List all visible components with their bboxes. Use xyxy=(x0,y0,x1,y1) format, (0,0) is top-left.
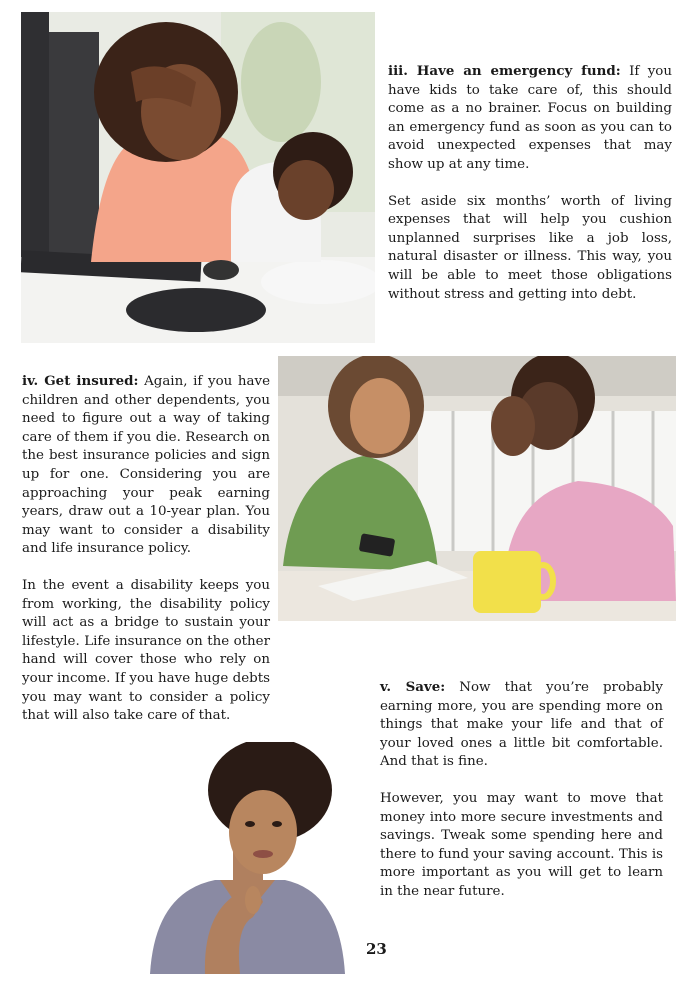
couple-finances-photo xyxy=(278,356,676,621)
save-heading: v. Save: xyxy=(380,679,446,695)
section-emergency-fund xyxy=(388,62,672,322)
emergency-fund-text-1: If you have kids to take care of, this should come as a no brainer. Focus on building an emergency fund as soon as you can to avoid unexpected expenses that may show up at any time. xyxy=(388,64,672,172)
mother-with-baby-photo xyxy=(21,12,375,343)
save-paragraph-2: However, you may want to move that money into more secure investments and savings. Tweak some spending here and there to fund your saving account. This is more important as you will get to learn in the near future. xyxy=(380,790,663,899)
emergency-fund-paragraph-1 xyxy=(388,62,672,175)
section-get-insured xyxy=(22,372,270,744)
page-number: 23 xyxy=(366,940,387,958)
get-insured-paragraph-1 xyxy=(22,372,270,559)
get-insured-text-1: Again, if you have children and other dependents, you need to figure out a way of taking care of them if you die. Research on the best insurance policies and sign up for one. Considering you are approaching your peak earning years, draw out a 10-year plan. You may want to consider a disability and life insurance policy. xyxy=(22,374,270,557)
emergency-fund-heading: iii. Have an emergency fund: xyxy=(388,63,621,79)
thinking-woman-photo xyxy=(145,742,350,974)
save-text-1: Now that you’re probably earning more, you are spending more on things that make your life and that of your loved ones a little bit comfortable. And that is fine. xyxy=(380,680,663,770)
emergency-fund-paragraph-2: Set aside six months’ worth of living expenses that will help you cushion unplanned surprises like a job loss, natural disaster or illness. This way, you will be able to meet those obligations without stress and getting into debt. xyxy=(388,193,672,302)
get-insured-heading: iv. Get insured: xyxy=(22,373,139,389)
section-save xyxy=(380,678,663,920)
get-insured-paragraph-2: In the event a disability keeps you from working, the disability policy will act as a bridge to sustain your lifestyle. Life insurance on the other hand will cover those who rely on your income. If you have huge debts you may want to consider a policy that will also take care of that. xyxy=(22,577,270,724)
save-paragraph-1 xyxy=(380,678,663,772)
